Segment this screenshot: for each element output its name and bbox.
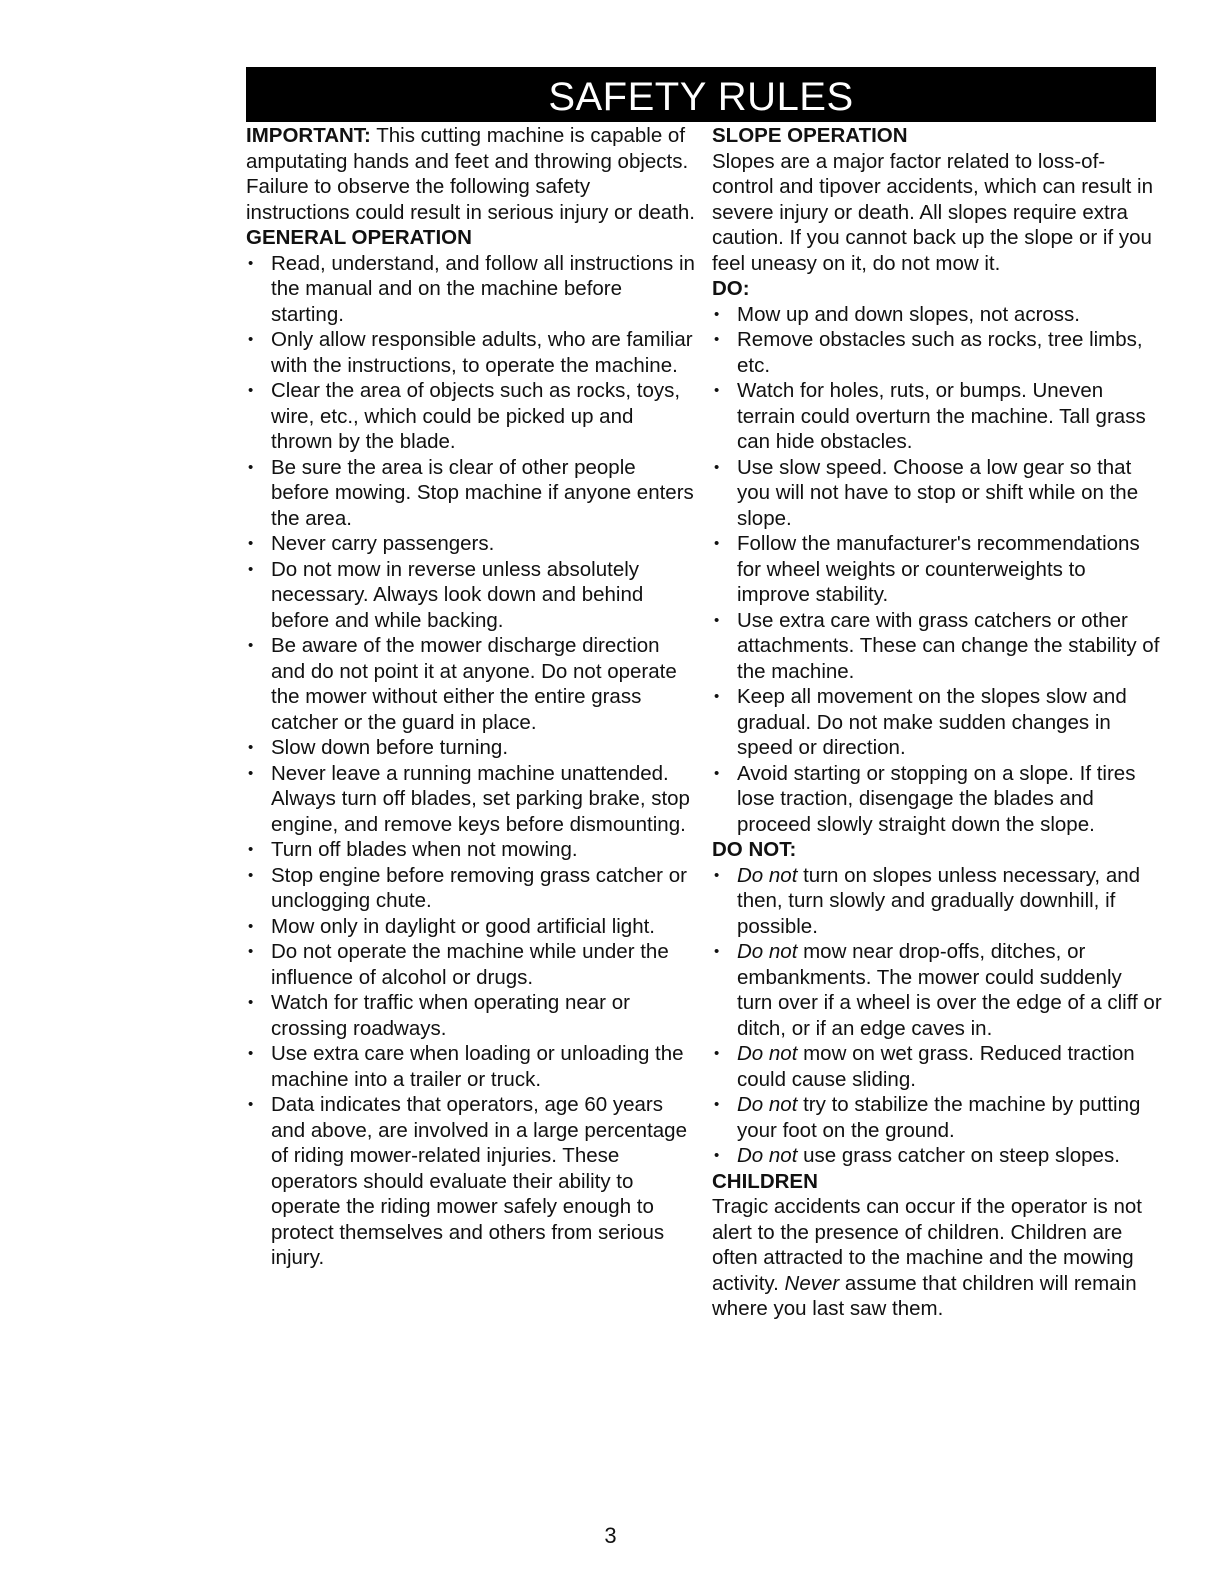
list-item [712,939,1162,1041]
list-item: • Stop engine before removing grass catcher or unclogging chute. [246,863,696,914]
list-item: • Mow up and down slopes, not across. [712,302,1162,328]
list-item: • Data indicates that operators, age 60 years and above, are involved in a large percentage of riding mower-related injuries. These operators should evaluate their ability to operate the riding mower safely enough to protect themselves and others from serious injury. [246,1092,696,1271]
page-number: 3 [604,1523,617,1548]
list-item: • Use extra care when loading or unloading the machine into a trailer or truck. [246,1041,696,1092]
do-not-heading: DO NOT: [712,838,797,861]
list-item [712,1092,1162,1143]
do-heading: DO: [712,277,750,300]
children-paragraph [712,1194,1162,1322]
important-text: This cutting machine is capable of amputating hands and feet and throwing objects. Failure to observe the following safety instructions could result in serious injury or death. [246,124,695,224]
children-text-b: assume that children will remain where you last saw them. [712,1271,1137,1320]
list-item [712,1041,1162,1092]
do-list [712,302,1162,838]
list-item: • Read, understand, and follow all instructions in the manual and on the machine before starting. [246,251,696,328]
right-column [712,123,1162,1322]
list-item: • Clear the area of objects such as rocks, toys, wire, etc., which could be picked up and thrown by the blade. [246,378,696,455]
children-emphasis: Never [784,1271,840,1295]
list-item: • Keep all movement on the slopes slow and gradual. Do not make sudden changes in speed or direction. [712,684,1162,761]
list-item: • Never leave a running machine unattended. Always turn off blades, set parking brake, stop engine, and remove keys before dismounting. [246,761,696,838]
list-item: • Be aware of the mower discharge direction and do not point it at anyone. Do not operate the mower without either the entire grass catcher or the guard in place. [246,633,696,735]
list-item: • Follow the manufacturer's recommendations for wheel weights or counterweights to improve stability. [712,531,1162,608]
list-item: • Watch for traffic when operating near or crossing roadways. [246,990,696,1041]
do-not-emphasis: Do not [737,863,798,887]
page-title: SAFETY RULES [548,74,854,119]
general-operation-list [246,251,696,1271]
list-item: • Use slow speed. Choose a low gear so that you will not have to stop or shift while on the slope. [712,455,1162,532]
header-bar [246,67,1156,122]
list-item: • Never carry passengers. [246,531,696,557]
important-paragraph [246,123,696,225]
do-not-text: use grass catcher on steep slopes. [797,1144,1120,1167]
list-item: • Turn off blades when not mowing. [246,837,696,863]
left-column [246,123,696,1271]
list-item [712,1143,1162,1169]
do-not-emphasis: Do not [737,1144,798,1167]
list-item: • Only allow responsible adults, who are familiar with the instructions, to operate the machine. [246,327,696,378]
list-item: • Remove obstacles such as rocks, tree limbs, etc. [712,327,1162,378]
list-item: • Slow down before turning. [246,735,696,761]
slope-operation-heading: SLOPE OPERATION [712,124,908,147]
do-not-text: turn on slopes unless necessary, and then, turn slowly and gradually downhill, if possible. [737,863,1141,938]
do-not-text: try to stabilize the machine by putting your foot on the ground. [737,1093,1141,1142]
do-not-emphasis: Do not [737,1093,798,1116]
children-text-a: Tragic accidents can occur if the operator is not alert to the presence of children. Children are often attracted to the machine and the mowing activity. [712,1195,1142,1295]
do-not-emphasis: Do not [737,1042,798,1065]
list-item: • Avoid starting or stopping on a slope. If tires lose traction, disengage the blades and proceed slowly straight down the slope. [712,761,1162,838]
do-not-emphasis: Do not [737,940,798,963]
general-operation-heading: GENERAL OPERATION [246,226,472,249]
important-label: IMPORTANT: [246,124,371,147]
list-item [712,863,1162,940]
list-item: • Use extra care with grass catchers or other attachments. These can change the stability of the machine. [712,608,1162,685]
list-item: • Be sure the area is clear of other people before mowing. Stop machine if anyone enters the area. [246,455,696,532]
list-item: • Mow only in daylight or good artificial light. [246,914,696,940]
do-not-list [712,863,1162,1169]
list-item: • Do not mow in reverse unless absolutely necessary. Always look down and behind before and while backing. [246,557,696,634]
do-not-text: mow on wet grass. Reduced traction could cause sliding. [737,1042,1135,1091]
slope-operation-text: Slopes are a major factor related to loss-of-control and tipover accidents, which can result in severe injury or death. All slopes require extra caution. If you cannot back up the slope or if you feel uneasy on it, do not mow it. [712,149,1153,275]
children-heading: CHILDREN [712,1169,818,1193]
list-item: • Watch for holes, ruts, or bumps. Uneven terrain could overturn the machine. Tall grass can hide obstacles. [712,378,1162,455]
list-item: • Do not operate the machine while under the influence of alcohol or drugs. [246,939,696,990]
do-not-text: mow near drop-offs, ditches, or embankments. The mower could suddenly turn over if a wheel is over the edge of a cliff or ditch, or if an edge caves in. [737,940,1162,1040]
